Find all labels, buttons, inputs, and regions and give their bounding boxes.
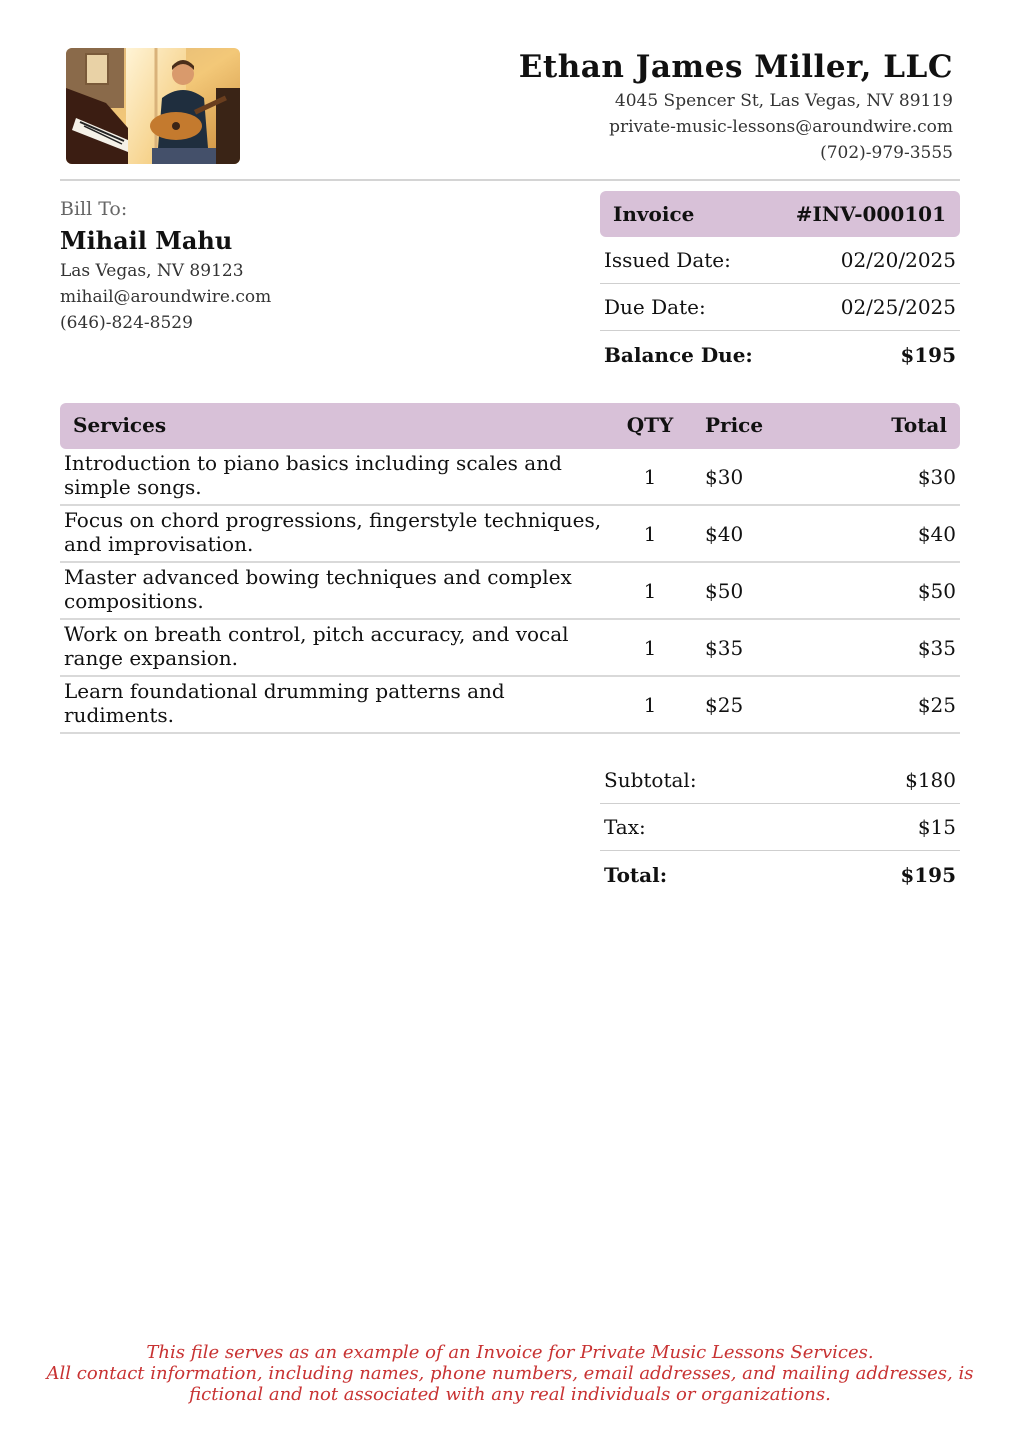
client-name: Mihail Mahu <box>60 226 233 255</box>
issued-date-label: Issued Date: <box>604 248 731 272</box>
invoice-header <box>600 191 960 237</box>
company-address: 4045 Spencer St, Las Vegas, NV 89119 <box>614 91 953 111</box>
service-price: $50 <box>705 579 744 603</box>
service-description: Work on breath control, pitch accuracy, and vocal range expansion. <box>64 622 569 670</box>
balance-due-label: Balance Due: <box>604 342 753 367</box>
service-description: Focus on chord progressions, fingerstyle techniques, and improvisation. <box>64 508 602 556</box>
invoice-label: Invoice <box>613 202 695 226</box>
company-logo-photo <box>66 48 240 164</box>
company-phone: (702)-979-3555 <box>820 143 953 163</box>
bill-to-label: Bill To: <box>60 198 128 220</box>
due-date-label: Due Date: <box>604 295 706 319</box>
service-qty: 1 <box>643 636 657 660</box>
table-row <box>60 677 960 734</box>
disclaimer-footer <box>0 1342 1020 1405</box>
services-table-header <box>60 403 960 449</box>
service-total: $30 <box>917 465 956 489</box>
invoice-summary <box>600 191 960 378</box>
table-row <box>60 620 960 677</box>
header-total: Total <box>891 413 947 437</box>
table-row <box>60 506 960 563</box>
due-date-row <box>600 284 960 331</box>
disclaimer-line-2: All contact information, including names, phone numbers, email addresses, and mailing addresses, is <box>46 1363 974 1384</box>
total-label: Total: <box>604 862 668 887</box>
company-info <box>519 48 953 166</box>
table-row <box>60 449 960 506</box>
service-total: $35 <box>917 636 956 660</box>
service-price: $35 <box>705 636 744 660</box>
service-description: Learn foundational drumming patterns and rudiments. <box>64 679 505 727</box>
client-email: mihail@aroundwire.com <box>60 287 272 307</box>
disclaimer-line-3: fictional and not associated with any real individuals or organizations. <box>189 1384 831 1405</box>
subtotal-value: $180 <box>905 768 956 792</box>
totals-section <box>600 757 960 898</box>
tax-label: Tax: <box>604 815 646 839</box>
balance-due-row <box>600 331 960 378</box>
service-total: $25 <box>917 693 956 717</box>
service-qty: 1 <box>643 522 657 546</box>
service-qty: 1 <box>643 465 657 489</box>
total-row <box>600 851 960 898</box>
company-name: Ethan James Miller, LLC <box>518 49 953 85</box>
tax-value: $15 <box>917 815 956 839</box>
service-description: Master advanced bowing techniques and complex compositions. <box>64 565 572 613</box>
balance-due-value: $195 <box>900 342 956 367</box>
tax-row <box>600 804 960 851</box>
service-price: $25 <box>705 693 744 717</box>
subtotal-label: Subtotal: <box>604 768 697 792</box>
service-description: Introduction to piano basics including scales and simple songs. <box>64 451 562 499</box>
issued-date-row <box>600 237 960 284</box>
service-price: $30 <box>705 465 744 489</box>
due-date-value: 02/25/2025 <box>840 295 956 319</box>
issued-date-value: 02/20/2025 <box>840 248 956 272</box>
service-total: $40 <box>917 522 956 546</box>
service-price: $40 <box>705 522 744 546</box>
client-address: Las Vegas, NV 89123 <box>60 261 244 281</box>
header-services: Services <box>73 413 167 437</box>
disclaimer-line-1: This file serves as an example of an Invoice for Private Music Lessons Services. <box>146 1342 874 1363</box>
invoice-number: #INV-000101 <box>795 202 946 226</box>
total-value: $195 <box>900 862 956 887</box>
client-phone: (646)-824-8529 <box>60 313 193 333</box>
service-qty: 1 <box>643 579 657 603</box>
service-total: $50 <box>917 579 956 603</box>
table-row <box>60 563 960 620</box>
header-qty: QTY <box>626 413 674 437</box>
header-divider <box>60 179 960 181</box>
subtotal-row <box>600 757 960 804</box>
services-table <box>60 403 960 734</box>
company-email: private-music-lessons@aroundwire.com <box>609 117 953 137</box>
bill-to-section <box>60 196 271 336</box>
header-price: Price <box>705 413 764 437</box>
service-qty: 1 <box>643 693 657 717</box>
